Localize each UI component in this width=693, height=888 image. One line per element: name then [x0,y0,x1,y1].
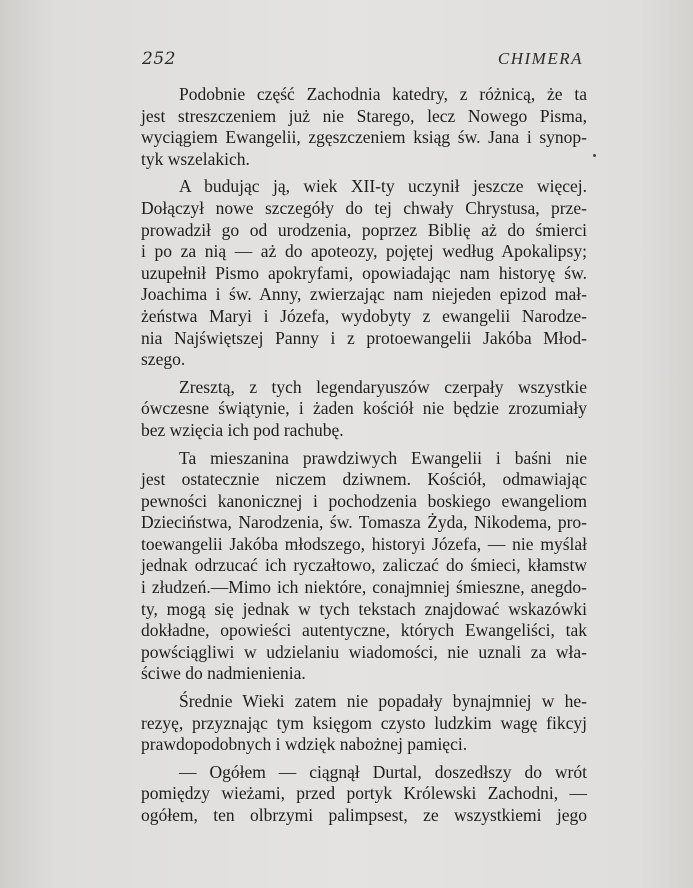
body-text [141,84,587,833]
text-line: prowadził go od urodzenia, poprzez Biblię aż do śmierci [141,219,587,240]
text-line: A budując ją, wiek XII-ty uczynił jeszcze więcej. [179,176,587,197]
text-line: żeństwa Maryi i Józefa, wydobyty z ewangelii Narodze- [141,305,587,326]
text-line: powściągliwi w udzielaniu wiadomości, nie uznali za wła- [141,641,587,662]
running-title: CHIMERA [497,49,583,68]
text-line: szego. [141,349,186,370]
text-line: ówczesne świątynie, i żaden kościół nie będzie zrozumiały [141,398,587,419]
text-line: — Ogółem — ciągnął Durtal, doszedłszy do wrót [179,761,587,782]
paragraph-4 [141,448,587,686]
text-line: prawdopodobnych i wdzięk nabożnej pamięci. [141,734,468,755]
ink-speck [593,154,596,157]
text-line: Dzieciństwa, Narodzenia, św. Tomasza Żyda, Nikodema, pro- [141,512,587,533]
text-line: jednak odrzucać ich ryczałtowo, zaliczać do śmieci, kłamstw [141,555,587,576]
text-line: wyciągiem Ewangelii, zgęszczeniem ksiąg św. Jana i synop- [141,127,587,148]
text-line: dokładne, opowieści autentyczne, których Ewangeliści, tak [141,620,587,641]
text-line: pewności kanonicznej i pochodzenia boskiego ewangeliom [141,490,587,511]
text-line: ogółem, ten olbrzymi palimpsest, ze wszystkiemi jego [141,805,587,825]
text-line: Dołączył nowe szczegóły do tej chwały Chrystusa, prze- [141,197,587,218]
text-line: Joachima i św. Anny, zwierzając nam niejeden epizod mał- [141,284,587,305]
text-line: jest streszczeniem już nie Starego, lecz Nowego Pisma, [141,105,587,126]
text-line: pomiędzy wieżami, przed portyk Królewski Zachodni, — [141,783,587,804]
text-line: i złudzeń.—Mimo ich niektóre, conajmniej śmieszne, anegdo- [141,577,587,598]
text-line: Podobnie część Zachodnia katedry, z różnicą, że ta [179,84,587,104]
paragraph-1 [141,84,587,170]
text-line: Średnie Wieki zatem nie popadały bynajmniej w he- [179,691,587,712]
paragraph-5 [141,691,587,756]
paragraph-3 [141,377,587,442]
text-line: i po za nią — aż do apoteozy, pojętej według Apokalipsy; [141,241,587,262]
page-number: 252 [142,49,176,69]
paragraph-6 [141,762,587,827]
text-line: nia Najświętszej Panny i z protoewangelii Jakóba Młod- [141,327,587,348]
text-line: bez wzięcia ich pod rachubę. [141,419,344,440]
paragraph-2 [141,176,587,370]
text-line: rezyę, przyznając tym księgom czysto ludzkim wagę fikcyj [141,712,587,733]
text-line: ściwe do nadmienienia. [141,663,306,684]
text-line: ty, mogą się jednak w tych tekstach znajdować wskazówki [141,598,587,619]
text-line: toewangelii Jakóba młodszego, historyi Józefa, — nie myślał [141,533,587,554]
text-line: Ta mieszanina prawdziwych Ewangelii i baśni nie [179,447,587,468]
text-line: uzupełnił Pismo apokryfami, opowiadając nam historyę św. [141,262,587,283]
text-line: jest ostatecznie niczem dziwnem. Kościół, odmawiając [141,469,587,490]
text-line: tyk wszelakich. [141,148,250,169]
text-line: Zresztą, z tych legendaryuszów czerpały wszystkie [179,376,587,397]
